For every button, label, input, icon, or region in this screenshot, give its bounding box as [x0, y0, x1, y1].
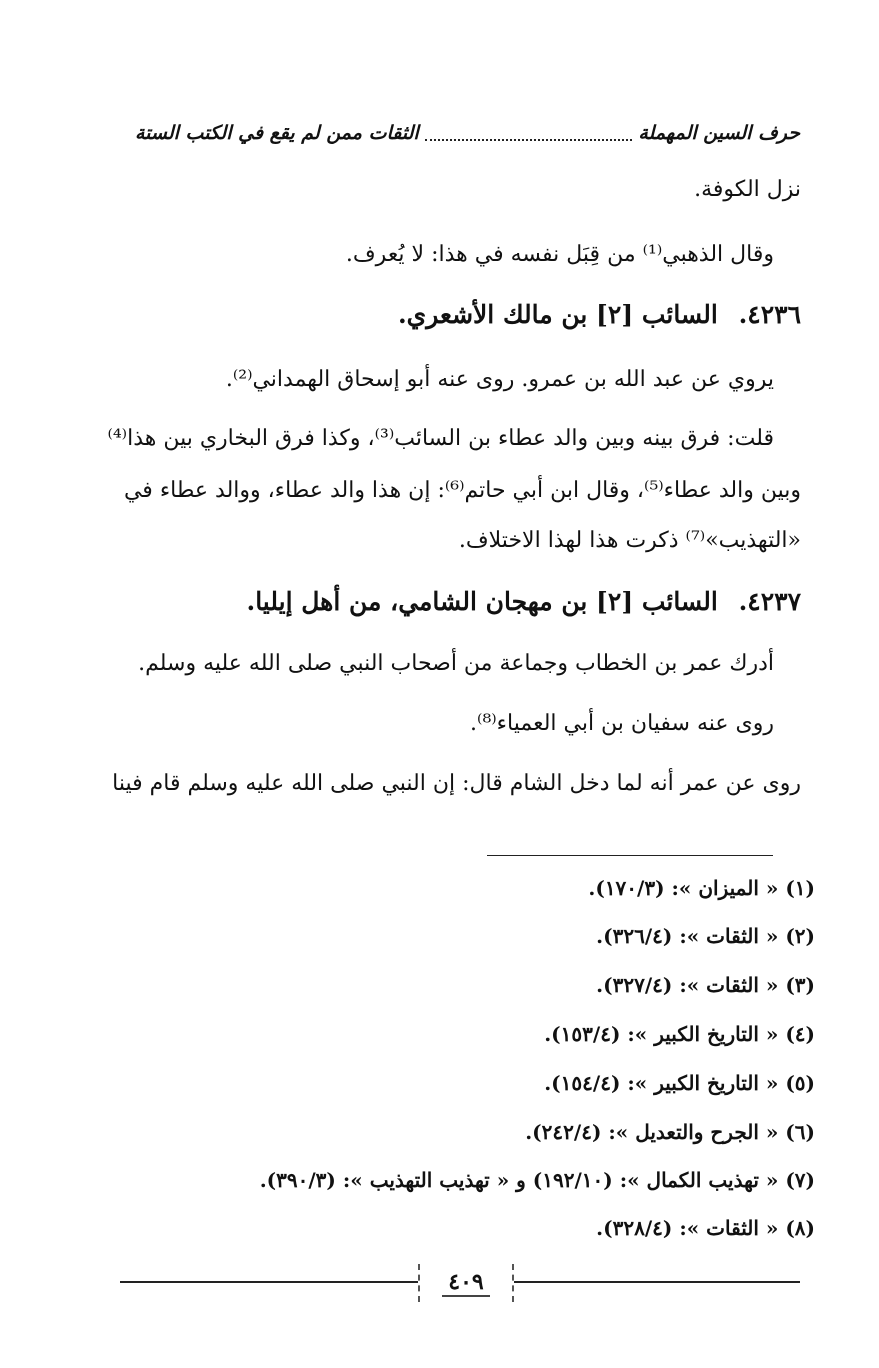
body-line: نزل الكوفة.: [694, 177, 801, 202]
body-line: يروي عن عبد الله بن عمرو. روى عنه أبو إسحاق الهمداني⁽²⁾.: [225, 367, 774, 392]
footnote-separator: [487, 855, 773, 856]
footnote: (٣) « الثقات »: (٣٢٧/٤).: [596, 973, 815, 997]
body-line: وقال الذهبي⁽¹⁾ من قِبَل نفسه في هذا: لا يُعرف.: [345, 242, 774, 267]
body-line: قلت: فرق بينه وبين والد عطاء بن السائب⁽³⁾، وكذا فرق البخاري بين هذا⁽⁴⁾: [107, 426, 774, 451]
page-number-frame: [418, 1264, 514, 1302]
header-chapter-title: حرف السين المهملة: [638, 122, 800, 144]
page-number: ٤٠٩: [442, 1269, 489, 1297]
entry-heading-4237: [111, 585, 801, 619]
header-book-title: الثقات ممن لم يقع في الكتب الستة: [135, 122, 419, 144]
footnote: (٢) « الثقات »: (٣٢٦/٤).: [596, 924, 815, 948]
entry-title: السائب [٢] بن مالك الأشعري.: [397, 300, 718, 329]
entry-number: ٤٢٣٦.: [738, 300, 801, 329]
footnote: (١) « الميزان »: (١٧٠/٣).: [588, 876, 815, 900]
footnote: (٤) « التاريخ الكبير »: (١٥٣/٤).: [544, 1022, 815, 1046]
footnote: (٧) « تهذيب الكمال »: (١٩٢/١٠) و « تهذيب التهذيب »: (٣٩٠/٣).: [259, 1168, 815, 1192]
body-line: وبين والد عطاء⁽⁵⁾، وقال ابن أبي حاتم⁽⁶⁾: إن هذا والد عطاء، ووالد عطاء في: [123, 478, 801, 503]
entry-number: ٤٢٣٧.: [738, 587, 801, 616]
footnote: (٨) « الثقات »: (٣٢٨/٤).: [596, 1216, 815, 1240]
body-line: روى عنه سفيان بن أبي العمياء⁽⁸⁾.: [470, 711, 774, 736]
entry-heading-4236: [111, 298, 801, 332]
entry-title: السائب [٢] بن مهجان الشامي، من أهل إيليا.: [246, 587, 718, 616]
header-dot-leader: [425, 125, 633, 141]
footnote: (٥) « التاريخ الكبير »: (١٥٤/٤).: [544, 1071, 815, 1095]
body-line: «التهذيب»⁽⁷⁾ ذكرت هذا لهذا الاختلاف.: [458, 528, 801, 553]
body-line: أدرك عمر بن الخطاب وجماعة من أصحاب النبي صلى الله عليه وسلم.: [138, 651, 774, 676]
running-header: [135, 115, 800, 151]
footnote: (٦) « الجرح والتعديل »: (٢٤٢/٤).: [525, 1120, 815, 1144]
body-line: روى عن عمر أنه لما دخل الشام قال: إن النبي صلى الله عليه وسلم قام فينا: [112, 771, 801, 796]
